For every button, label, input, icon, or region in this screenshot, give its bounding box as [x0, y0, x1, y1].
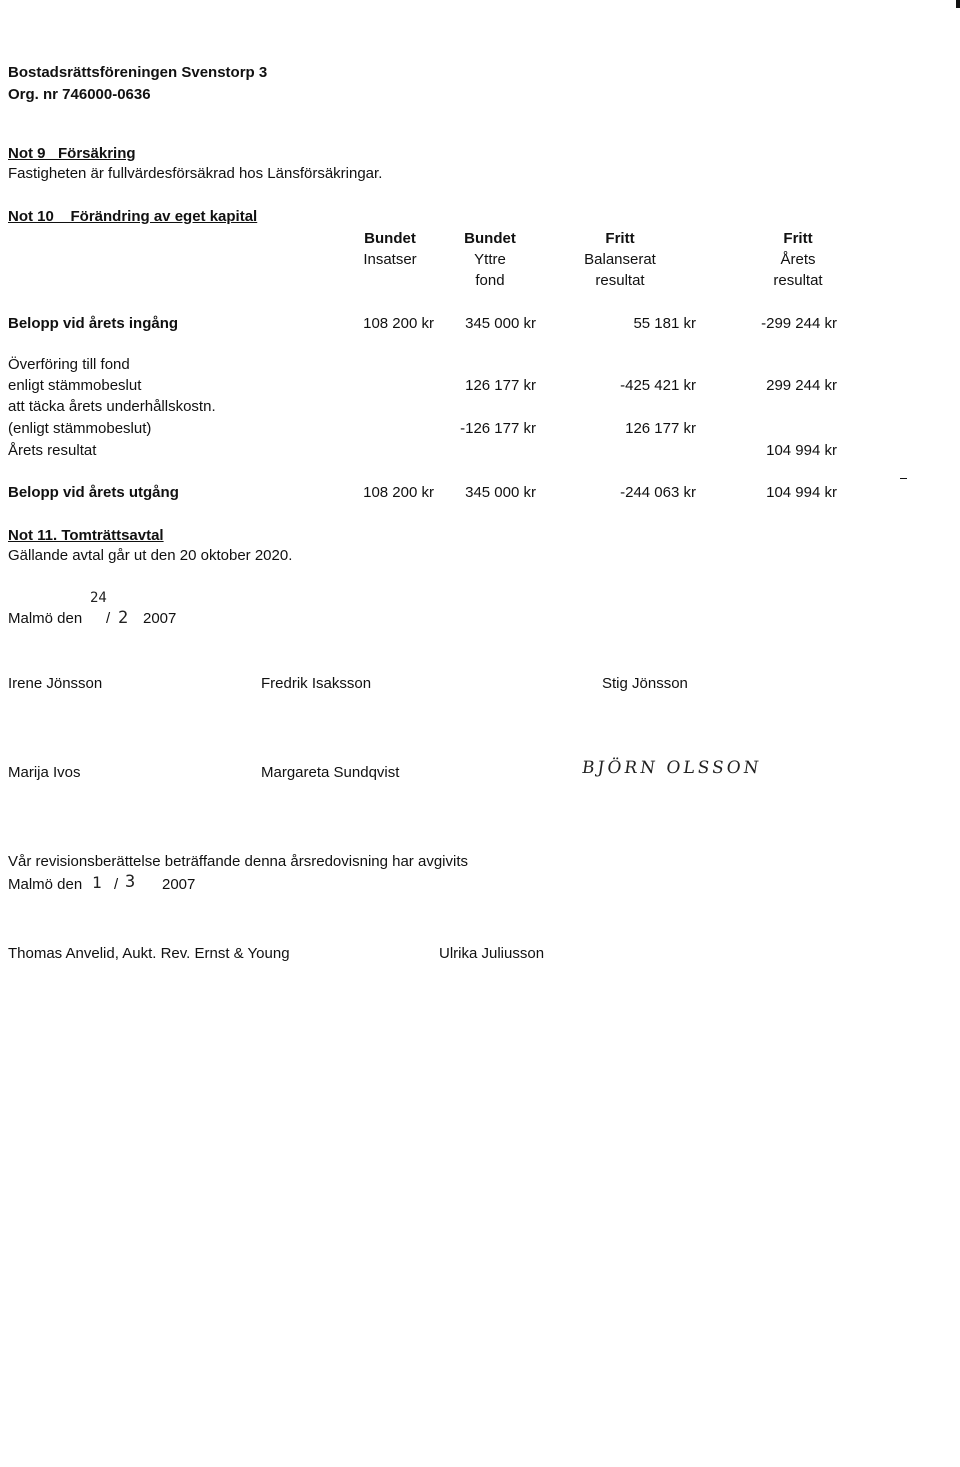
signing-year: 2007	[143, 610, 177, 627]
cell-value: 345 000 kr	[465, 484, 536, 501]
scan-corner-mark	[956, 0, 960, 8]
cell-value: 108 200 kr	[363, 315, 434, 332]
col-header-line1: Bundet	[364, 230, 416, 247]
col-header-line2: Insatser	[363, 251, 417, 268]
audit-year: 2007	[162, 876, 196, 893]
note9-title: Not 9 Försäkring	[8, 145, 136, 162]
note11-title: Not 11. Tomträttsavtal	[8, 527, 164, 544]
audit-slash: /	[114, 876, 119, 893]
cell-value: -299 244 kr	[761, 315, 837, 332]
cell-value: -244 063 kr	[620, 484, 696, 501]
col-header-line2: Årets	[780, 251, 816, 268]
row-label-closing: Belopp vid årets utgång	[8, 484, 179, 501]
note10-title: Not 10 Förändring av eget kapital	[8, 208, 258, 225]
signing-day-handwritten: 24	[90, 590, 107, 606]
audit-month-handwritten: 3	[125, 872, 136, 892]
row-label-opening: Belopp vid årets ingång	[8, 315, 179, 332]
signatory-name: Fredrik Isaksson	[261, 675, 372, 692]
cell-value: 55 181 kr	[633, 315, 696, 332]
signing-month-handwritten: 2	[118, 608, 129, 628]
audit-day-handwritten: 1	[92, 873, 102, 892]
row-label-maintenance: att täcka årets underhållskostn.	[8, 398, 216, 415]
col-header-line1: Bundet	[464, 230, 516, 247]
cell-value: -425 421 kr	[620, 377, 696, 394]
row-label-stamma2: (enligt stämmobeslut)	[8, 420, 152, 437]
row-label-result: Årets resultat	[8, 442, 97, 459]
col-header-line3: fond	[475, 272, 505, 289]
auditor-name: Thomas Anvelid, Aukt. Rev. Ernst & Young	[8, 945, 290, 962]
signatory-name: Margareta Sundqvist	[261, 764, 400, 781]
scan-dash	[900, 478, 907, 479]
cell-value: 126 177 kr	[465, 377, 536, 394]
col-header-line2: Yttre	[474, 251, 506, 268]
handwritten-signature: BJÖRN OLSSON	[580, 758, 763, 778]
col-header-line1: Fritt	[605, 230, 635, 247]
signing-place: Malmö den	[8, 610, 83, 627]
note11-text: Gällande avtal går ut den 20 oktober 2020.	[8, 547, 293, 564]
row-label-transfer: Överföring till fond	[8, 356, 130, 373]
signatory-name: Stig Jönsson	[602, 675, 688, 692]
auditor-name: Ulrika Juliusson	[439, 945, 545, 962]
cell-value: 108 200 kr	[363, 484, 434, 501]
col-header-line3: resultat	[595, 272, 645, 289]
col-header-line1: Fritt	[783, 230, 813, 247]
cell-value: 104 994 kr	[766, 442, 837, 459]
org-name: Bostadsrättsföreningen Svenstorp 3	[8, 64, 268, 81]
audit-place: Malmö den	[8, 876, 83, 893]
col-header-line2: Balanserat	[584, 251, 656, 268]
cell-value: 299 244 kr	[766, 377, 837, 394]
cell-value: 345 000 kr	[465, 315, 536, 332]
note9-text: Fastigheten är fullvärdesförsäkrad hos Länsförsäkringar.	[8, 165, 383, 182]
signatory-name: Marija Ivos	[8, 764, 81, 781]
signing-slash: /	[106, 610, 111, 627]
row-label-stamma1: enligt stämmobeslut	[8, 377, 142, 394]
audit-statement: Vår revisionsberättelse beträffande denna årsredovisning har avgivits	[8, 853, 468, 870]
col-header-line3: resultat	[773, 272, 823, 289]
org-number: Org. nr 746000-0636	[8, 86, 151, 103]
cell-value: 104 994 kr	[766, 484, 837, 501]
cell-value: 126 177 kr	[625, 420, 696, 437]
cell-value: -126 177 kr	[460, 420, 536, 437]
signatory-name: Irene Jönsson	[8, 675, 103, 692]
